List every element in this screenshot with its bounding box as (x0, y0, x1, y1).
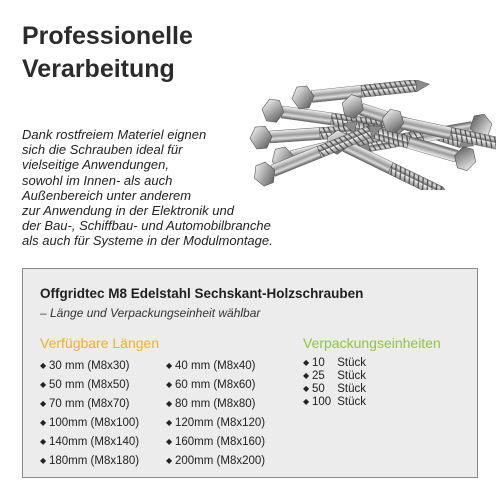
list-item (303, 382, 366, 395)
bullet-icon: ◆ (40, 399, 47, 408)
bullet-icon: ◆ (40, 437, 47, 446)
lengths-list-right (166, 356, 265, 470)
product-title: Offgridtec M8 Edelstahl Sechskant-Holzschrauben (40, 286, 364, 301)
screw-shape (249, 80, 496, 190)
pack-amount: 100 (312, 396, 332, 408)
bullet-icon: ◆ (40, 456, 47, 465)
screws-illustration (238, 80, 496, 190)
screws-photo-icon (238, 80, 496, 190)
lengths-list-left (40, 356, 139, 470)
description-line: sowohl im Innen- als auch (22, 172, 173, 188)
bullet-icon: ◆ (303, 384, 310, 393)
description-line: Dank rostfreiem Materiel eignen (22, 127, 207, 142)
list-item (40, 451, 139, 470)
list-item (303, 395, 366, 408)
bullet-icon: ◆ (166, 380, 173, 389)
bullet-icon: ◆ (166, 437, 173, 446)
list-item (166, 413, 265, 432)
length-option: 160mm (M8x160) (175, 436, 266, 448)
description-line: als auch für Systeme in der Modulmontage. (22, 233, 273, 249)
list-item (40, 356, 139, 375)
list-item (40, 413, 139, 432)
bullet-icon: ◆ (166, 399, 173, 408)
length-option: 50 mm (M8x50) (49, 379, 130, 391)
bullet-icon: ◆ (303, 358, 310, 367)
length-option: 40 mm (M8x40) (175, 360, 256, 372)
list-item (40, 432, 139, 451)
packs-list (303, 356, 366, 408)
packs-heading: Verpackungseinheiten (303, 335, 441, 351)
product-info-box (22, 268, 478, 478)
pack-unit: Stück (337, 383, 366, 395)
product-subtitle: – Länge und Verpackungseinheit wählbar (40, 306, 261, 320)
bullet-icon: ◆ (40, 361, 47, 370)
length-option: 180mm (M8x180) (49, 455, 140, 467)
pack-unit: Stück (337, 357, 366, 369)
length-option: 60 mm (M8x60) (175, 379, 256, 391)
page-title-line-1: Professionelle (22, 22, 193, 50)
list-item (303, 356, 366, 369)
pack-amount: 25 (312, 370, 325, 382)
bullet-icon: ◆ (166, 361, 173, 370)
length-option: 100mm (M8x100) (49, 417, 140, 429)
bullet-icon: ◆ (166, 418, 173, 427)
description-line: vielseitige Anwendungen, (22, 157, 169, 173)
description-line: Außenbereich unter anderem (22, 187, 192, 203)
pack-amount: 10 (312, 357, 325, 369)
bullet-icon: ◆ (40, 380, 47, 389)
list-item (166, 375, 265, 394)
lengths-heading: Verfügbare Längen (40, 335, 160, 351)
length-option: 200mm (M8x200) (175, 455, 266, 467)
description-line: sich die Schrauben ideal für (22, 142, 183, 158)
list-item (40, 375, 139, 394)
bullet-icon: ◆ (166, 456, 173, 465)
description-line: zur Anwendung in der Elektronik und (22, 203, 234, 219)
bullet-icon: ◆ (40, 418, 47, 427)
list-item (166, 394, 265, 413)
length-option: 30 mm (M8x30) (49, 360, 130, 372)
page-title-line-2: Verarbeitung (22, 55, 175, 83)
list-item (303, 369, 366, 382)
length-option: 140mm (M8x140) (49, 436, 140, 448)
length-option: 70 mm (M8x70) (49, 398, 130, 410)
bullet-icon: ◆ (303, 397, 310, 406)
pack-unit: Stück (337, 396, 366, 408)
length-option: 120mm (M8x120) (175, 417, 266, 429)
length-option: 80 mm (M8x80) (175, 398, 256, 410)
list-item (40, 394, 139, 413)
list-item (166, 432, 265, 451)
pack-unit: Stück (337, 370, 366, 382)
bullet-icon: ◆ (303, 371, 310, 380)
list-item (166, 356, 265, 375)
page-title (22, 20, 193, 86)
list-item (166, 451, 265, 470)
pack-amount: 50 (312, 383, 325, 395)
description-line: der Bau-, Schiffbau- und Automobilbranche (22, 218, 271, 234)
